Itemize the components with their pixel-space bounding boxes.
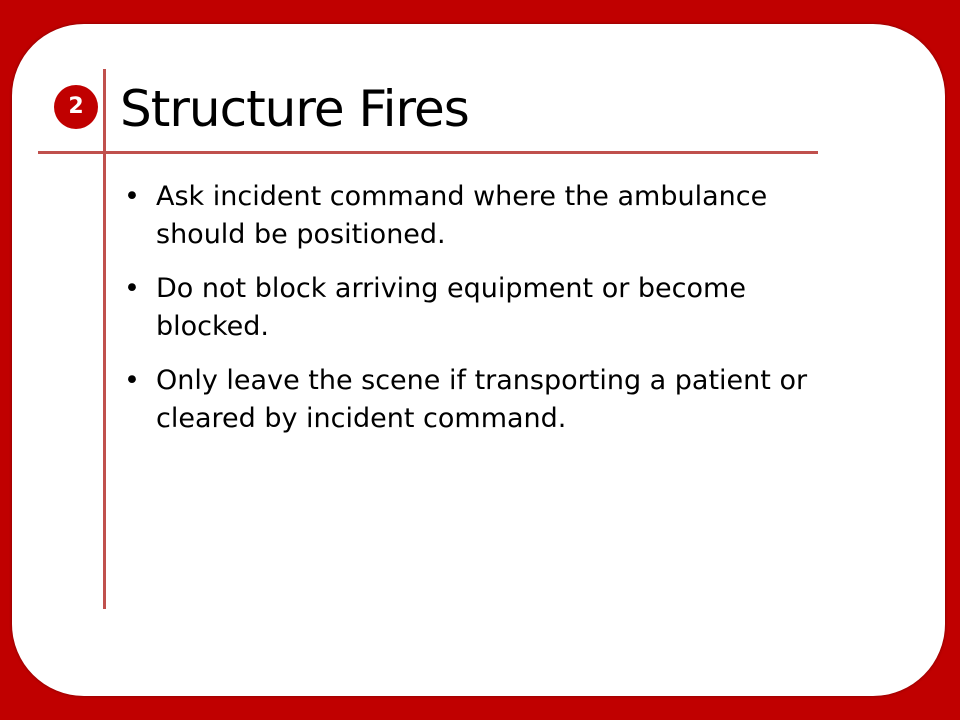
bullet-text: Only leave the scene if transporting a patient or cleared by incident command. [156, 365, 808, 434]
vertical-divider [103, 69, 106, 609]
slide-number: 2 [68, 94, 84, 119]
bullet-item [117, 270, 837, 346]
bullet-item [117, 178, 837, 254]
slide-title: Structure Fires [120, 80, 469, 138]
bullet-text: Do not block arriving equipment or become blocked. [156, 273, 746, 342]
slide-number-badge [54, 85, 98, 129]
bullet-dot-icon: • [124, 273, 140, 304]
slide-panel [12, 24, 945, 696]
bullet-item [117, 362, 837, 438]
bullet-dot-icon: • [124, 181, 140, 212]
bullet-list [117, 178, 837, 454]
bullet-text: Ask incident command where the ambulance should be positioned. [156, 181, 768, 250]
bullet-dot-icon: • [124, 365, 140, 396]
title-underline [38, 151, 818, 154]
